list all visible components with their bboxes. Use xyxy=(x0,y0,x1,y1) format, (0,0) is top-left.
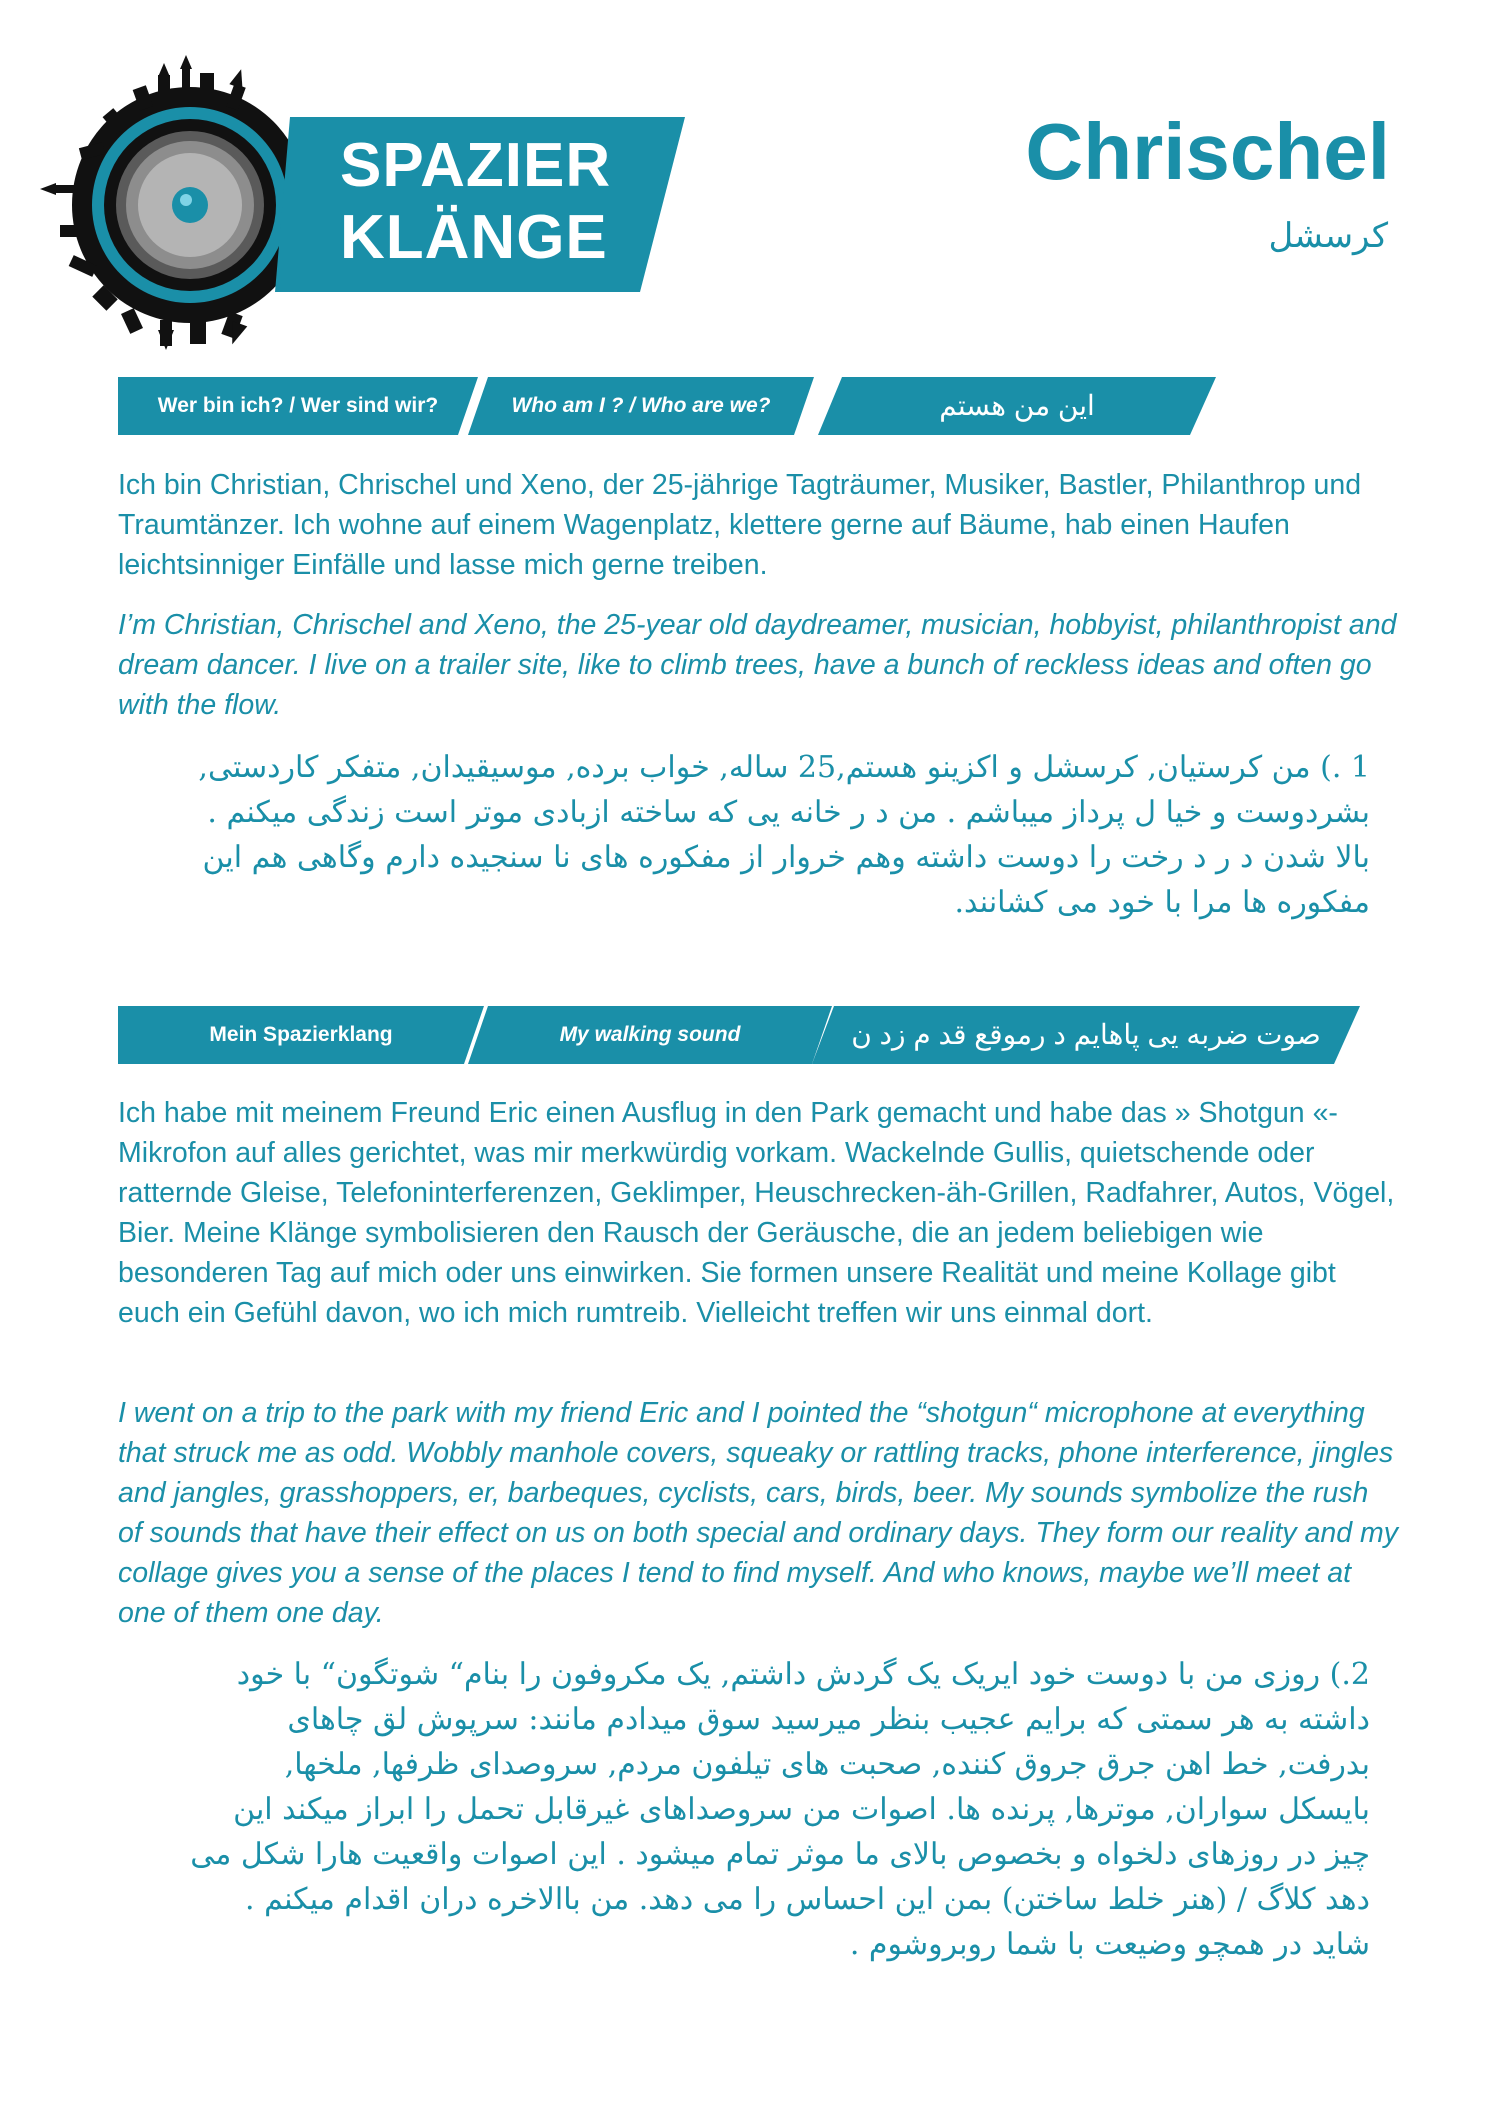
section2-tab-en-label: My walking sound xyxy=(559,1023,741,1046)
section2-tab-en xyxy=(468,1006,832,1064)
section1-tab-de-label: Wer bin ich? / Wer sind wir? xyxy=(157,394,439,417)
logo-line2: KLÄNGE xyxy=(340,203,608,272)
section1-tab-fa-label: این من هستم xyxy=(939,390,1095,421)
section2-tab-de xyxy=(118,1006,484,1064)
section1-text-en: I’m Christian, Chrischel and Xeno, the 25-year old daydreamer, musician, hobbyist, philanthropist and dream dancer. I live on a trailer site, like to climb trees, have a bunch of reckless ideas and often go with the flow. xyxy=(118,609,1397,721)
section1-text-fa: 1 .) من کرستیان, کرسشل و اکزینو هستم,25 ساله, خواب برده, موسیقیدان, متفکر کاردستی, بشردوست و خیا ل پرداز میباشم . من د ر خانه یی که ساخته ازبادی موتر است زندگی میکنم . بالا شدن د ر د رخت را دوست داشته وهم خروار از مفکوره های نا سنجیده دارم وگاهی هم این مفکوره ها مرا با خود می کشانند. xyxy=(198,750,1370,920)
section1-tab-de xyxy=(118,377,478,435)
page-title: Chrischel xyxy=(1025,107,1390,196)
page-title-farsi: کرسشل xyxy=(1268,217,1388,255)
logo-line1: SPAZIER xyxy=(340,131,612,200)
section1-tab-en xyxy=(468,377,814,435)
section1-text-de: Ich bin Christian, Chrischel und Xeno, der 25-jährige Tagträumer, Musiker, Bastler, Philanthrop und Traumtänzer. Ich wohne auf einem Wagenplatz, klettere gerne auf Bäume, hab einen Haufen leichtsinniger Einfälle und lasse mich gerne treiben. xyxy=(118,469,1362,581)
section2-tab-de-label: Mein Spazierklang xyxy=(209,1023,393,1046)
logo xyxy=(40,55,660,355)
section2-tab-fa xyxy=(812,1006,1360,1064)
section2-text-de: Ich habe mit meinem Freund Eric einen Ausflug in den Park gemacht und habe das » Shotgun «-Mikrofon auf alles gerichtet, was mir merkwürdig vorkam. Wackelnde Gullis, quietschende oder ratternde Gleise, Telefoninterferenzen, Geklimper, Heuschrecken-äh-Grillen, Radfahrer, Autos, Vögel, Bier. Meine Klänge symbolisieren den Rausch der Geräusche, die an jedem beliebigen wie besonderen Tag auf mich oder uns einwirken. Sie formen unsere Realität und meine Kollage gibt euch ein Gefühl davon, wo ich mich rumtreib. Vielleicht treffen wir uns einmal dort. xyxy=(118,1097,1395,1329)
section2-tab-fa-label: صوت ضربه یی پاهایم د رموقع قد م زد ن xyxy=(851,1019,1321,1050)
section2-text-fa: 2.) روزی من با دوست خود ایریک یک گردش داشتم, یک مکروفون را بنام“ شوتگون“ با خود داشته به هر سمتی که برایم عجیب بنظر میرسید سوق میدادم مانند: سرپوش لق چاهای بدرفت, خط اهن جرق جروق کننده, صحبت های تیلفون مردم, سروصدای ظرفها, ملخها, بایسکل سواران, موترها, پرنده ها. اصوات من سروصداهای غیرقابل تحمل را ابراز میکند این چیز در روزهای دلخواه و بخصوص بالای ما موثر تمام میشود . این اصوات واقعیت هارا شکل می دهد کلاگ / (هنر خلط ساختن) بمن این احساس را می دهد. من باالاخره دران اقدام میکنم . شاید در همچو وضیعت با شما روبروشوم . xyxy=(190,1657,1370,1962)
section1-tab-fa xyxy=(818,377,1216,435)
section1-tab-en-label: Who am I ? / Who are we? xyxy=(511,394,771,417)
section2-text-en: I went on a trip to the park with my friend Eric and I pointed the “shotgun“ microphone at everything that struck me as odd. Wobbly manhole covers, squeaky or rattling tracks, phone interference, jingles and jangles, grasshoppers, er, barbeques, cyclists, cars, birds, beer. My sounds symbolize the rush of sounds that have their effect on us on both special and ordinary days. They form our reality and my collage gives you a sense of the places I tend to find myself. And who knows, maybe we’ll meet at one of them one day. xyxy=(118,1397,1399,1629)
